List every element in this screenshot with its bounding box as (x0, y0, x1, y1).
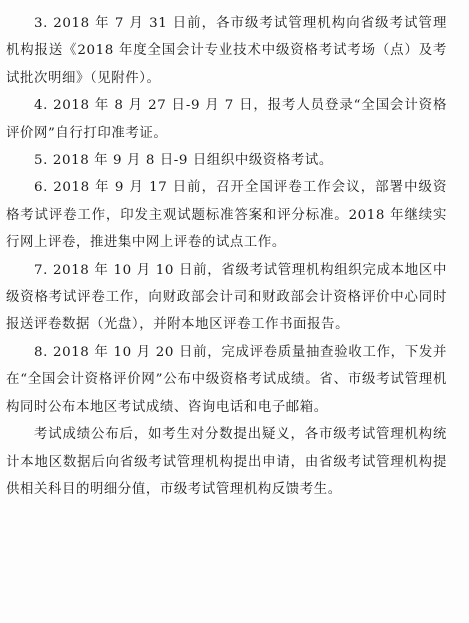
paragraph-score-inquiry: 考试成绩公布后，如考生对分数提出疑义，各市级考试管理机构统计本地区数据后向省级考试管理机构提出申请，由省级考试管理机构提供相关科目的明细分值，市级考试管理机构反馈考生。 (6, 427, 447, 497)
paragraph-item-6: 6. 2018 年 9 月 17 日前，召开全国评卷工作会议，部署中级资格考试评卷工作，印发主观试题标准答案和评分标准。2018 年继续实行网上评卷，推进集中网上评卷的试点工作。 (6, 180, 447, 251)
paragraph-item-4: 4. 2018 年 8 月 27 日-9 月 7 日，报考人员登录“全国会计资格评价网”自行打印准考证。 (6, 98, 447, 141)
paragraph-item-5: 5. 2018 年 9 月 8 日-9 日组织中级资格考试。 (34, 153, 333, 169)
paragraph-item-8: 8. 2018 年 10 月 20 日前，完成评卷质量抽查验收工作，下发并在“全国会计资格评价网”公布中级资格考试成绩。省、市级考试管理机构同时公布本地区考试成绩、咨询电话和电子邮箱。 (6, 344, 447, 415)
paragraph-item-3: 3. 2018 年 7 月 31 日前，各市级考试管理机构向省级考试管理机构报送《2018 年度全国会计专业技术中级资格考试考场（点）及考试批次明细》（见附件）。 (6, 16, 447, 86)
paragraph-item-7: 7. 2018 年 10 月 10 日前，省级考试管理机构组织完成本地区中级资格考试评卷工作，向财政部会计司和财政部会计资格评价中心同时报送评卷数据（光盘），并附本地区评卷工作书面报告。 (6, 262, 447, 333)
